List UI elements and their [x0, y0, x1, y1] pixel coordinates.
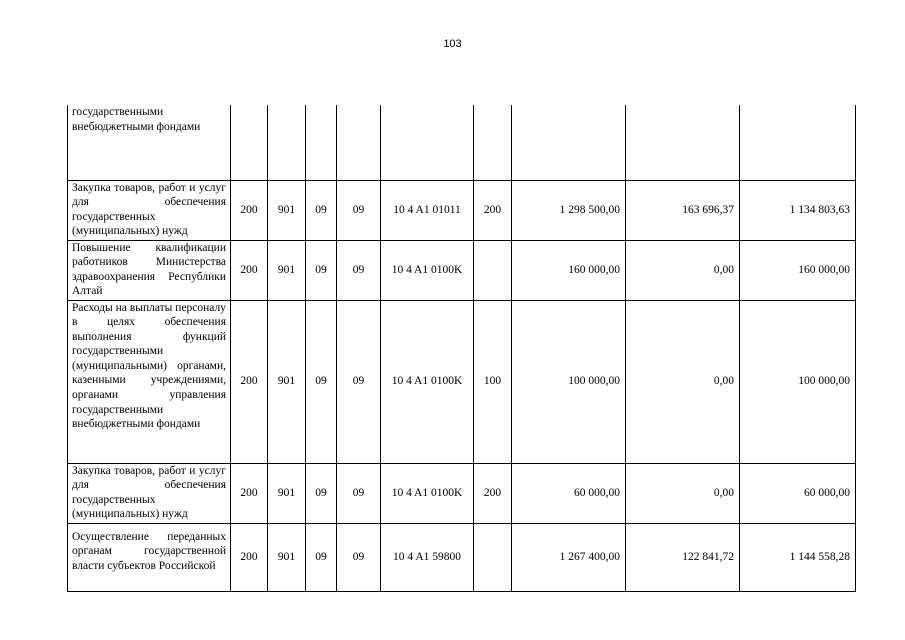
remaining-amount-cell [740, 105, 856, 180]
expense-type-cell [474, 105, 512, 180]
executed-amount-cell [626, 105, 740, 180]
target-article-cell [381, 105, 474, 180]
table-row [68, 240, 856, 300]
subsection-cell: 09 [337, 300, 381, 463]
page-number: 103 [443, 38, 462, 50]
row-name: государственными внебюджетными фондами [72, 106, 201, 133]
remaining-amount-cell: 100 000,00 [740, 300, 856, 463]
admin-code-cell: 200 [231, 463, 268, 523]
target-article-cell: 10 4 A1 01011 [381, 180, 474, 240]
table-row [68, 105, 856, 180]
row-name: Осуществление переданных органам государственной власти субъектов Российской [72, 530, 226, 572]
row-name: Повышение квалификации работников Министерства здравоохранения Республики Алтай [72, 241, 226, 298]
table-row [68, 180, 856, 240]
executed-amount-cell: 122 841,72 [626, 523, 740, 591]
row-name-cell [68, 180, 231, 240]
admin-code-cell: 200 [231, 240, 268, 300]
ministry-code-cell: 901 [268, 463, 306, 523]
planned-amount-cell: 1 298 500,00 [512, 180, 626, 240]
planned-amount-cell: 160 000,00 [512, 240, 626, 300]
planned-amount-cell [512, 105, 626, 180]
admin-code-cell: 200 [231, 300, 268, 463]
admin-code-cell: 200 [231, 523, 268, 591]
row-name-cell [68, 463, 231, 523]
subsection-cell: 09 [337, 240, 381, 300]
planned-amount-cell: 60 000,00 [512, 463, 626, 523]
section-cell [306, 105, 337, 180]
expense-type-cell [474, 523, 512, 591]
ministry-code-cell [268, 105, 306, 180]
table-row [68, 463, 856, 523]
ministry-code-cell: 901 [268, 180, 306, 240]
target-article-cell: 10 4 A1 59800 [381, 523, 474, 591]
budget-table [67, 105, 856, 592]
remaining-amount-cell: 60 000,00 [740, 463, 856, 523]
remaining-amount-cell: 1 134 803,63 [740, 180, 856, 240]
remaining-amount-cell: 160 000,00 [740, 240, 856, 300]
table-row [68, 523, 856, 591]
row-name: Закупка товаров, работ и услуг для обеспечения государственных (муниципальных) нужд [72, 181, 226, 238]
section-cell: 09 [306, 523, 337, 591]
table-row [68, 300, 856, 463]
ministry-code-cell: 901 [268, 523, 306, 591]
row-name: Расходы на выплаты персоналу в целях обеспечения выполнения функций государственными (муниципальными) органами, казенными учреждениями, органами управления государственными внебюджетными фондами [72, 301, 226, 431]
executed-amount-cell: 0,00 [626, 240, 740, 300]
subsection-cell: 09 [337, 180, 381, 240]
section-cell: 09 [306, 240, 337, 300]
row-name-cell [68, 300, 231, 463]
row-name-cell [68, 523, 231, 591]
admin-code-cell [231, 105, 268, 180]
subsection-cell: 09 [337, 463, 381, 523]
section-cell: 09 [306, 300, 337, 463]
section-cell: 09 [306, 180, 337, 240]
target-article-cell: 10 4 A1 0100K [381, 300, 474, 463]
ministry-code-cell: 901 [268, 240, 306, 300]
executed-amount-cell: 0,00 [626, 300, 740, 463]
expense-type-cell: 200 [474, 180, 512, 240]
admin-code-cell: 200 [231, 180, 268, 240]
row-name: Закупка товаров, работ и услуг для обеспечения государственных (муниципальных) нужд [72, 464, 226, 521]
expense-type-cell: 100 [474, 300, 512, 463]
planned-amount-cell: 1 267 400,00 [512, 523, 626, 591]
remaining-amount-cell: 1 144 558,28 [740, 523, 856, 591]
row-name-cell [68, 240, 231, 300]
subsection-cell [337, 105, 381, 180]
subsection-cell: 09 [337, 523, 381, 591]
section-cell: 09 [306, 463, 337, 523]
executed-amount-cell: 0,00 [626, 463, 740, 523]
target-article-cell: 10 4 A1 0100K [381, 463, 474, 523]
executed-amount-cell: 163 696,37 [626, 180, 740, 240]
planned-amount-cell: 100 000,00 [512, 300, 626, 463]
expense-type-cell: 200 [474, 463, 512, 523]
row-name-cell [68, 105, 231, 180]
target-article-cell: 10 4 A1 0100K [381, 240, 474, 300]
expense-type-cell [474, 240, 512, 300]
ministry-code-cell: 901 [268, 300, 306, 463]
